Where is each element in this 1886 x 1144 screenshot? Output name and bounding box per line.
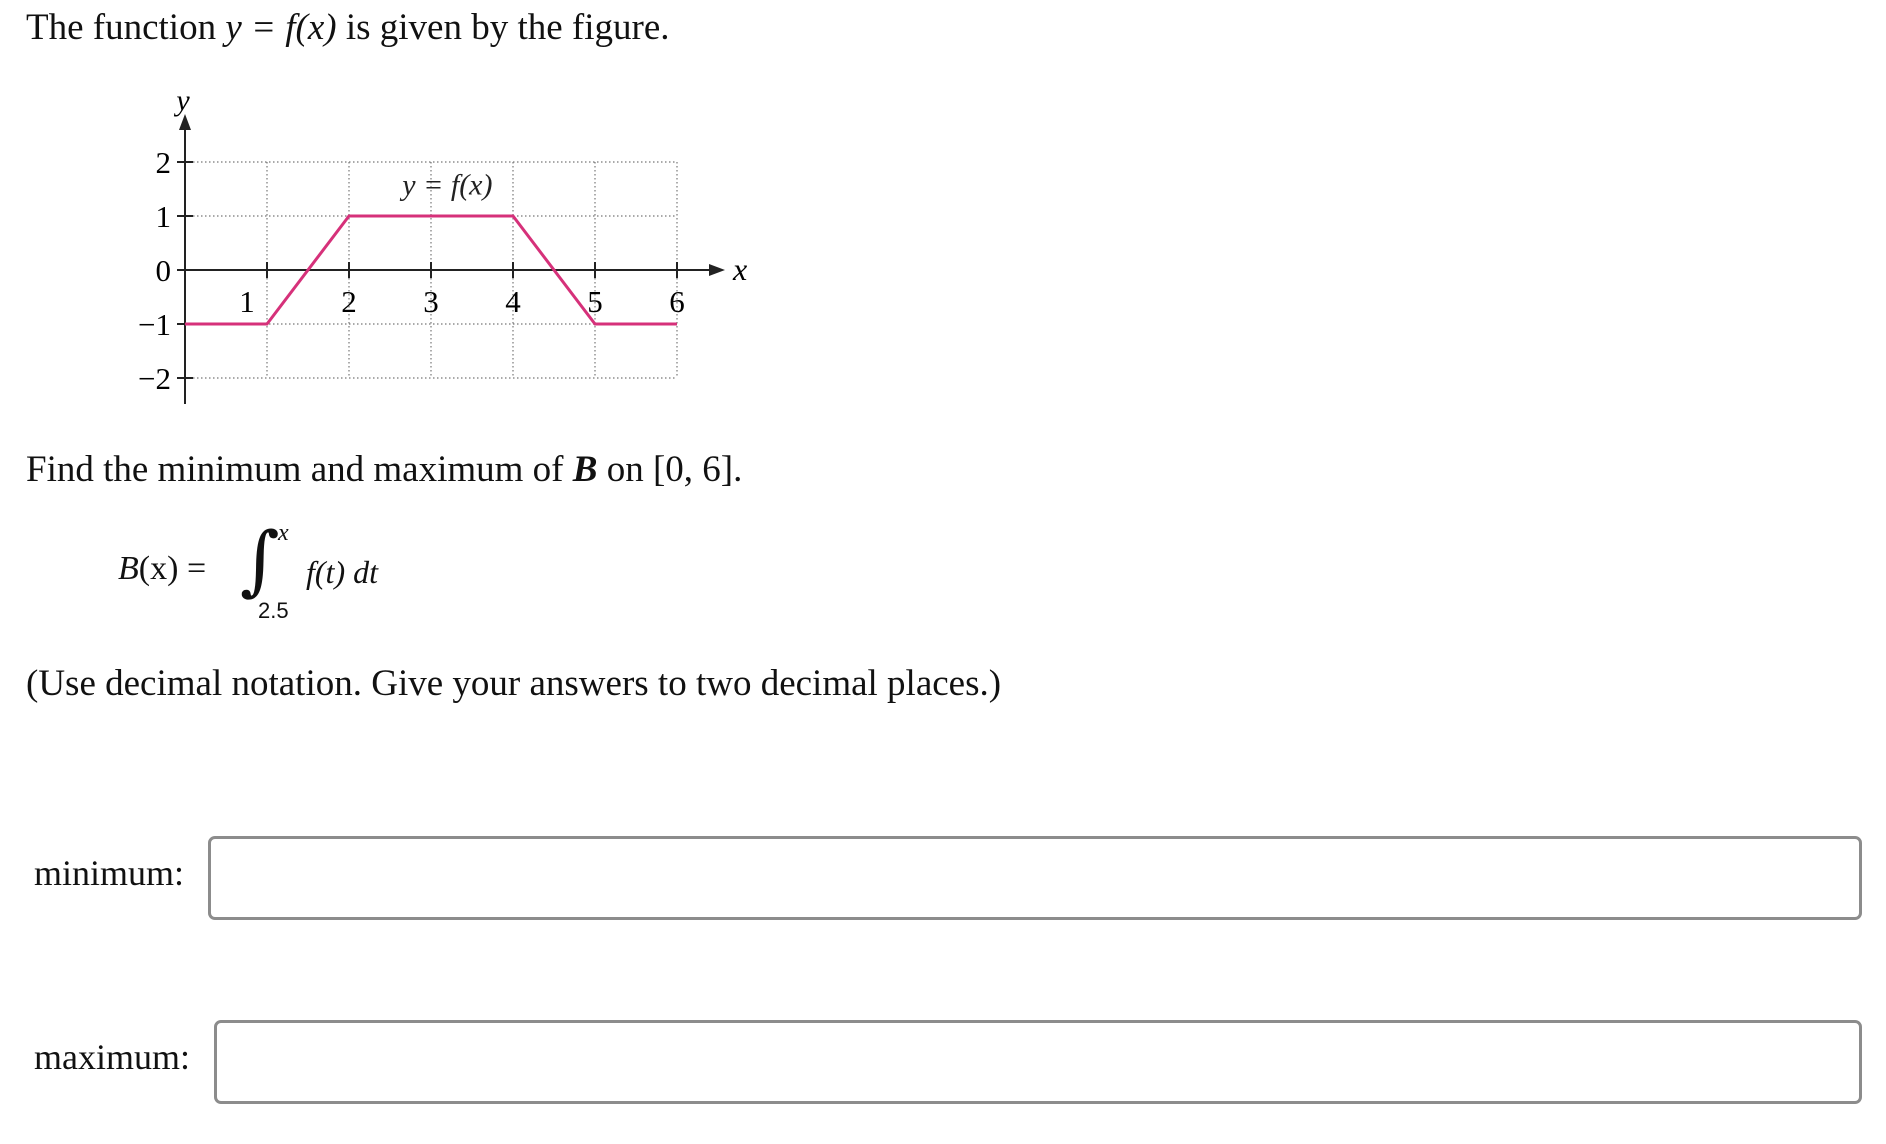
instruction-text: (Use decimal notation. Give your answers to two decimal places.) [26,663,1002,704]
integral-formula [118,515,438,630]
x-tick-label: 2 [341,284,357,319]
y-tick-label: −2 [138,361,171,396]
y-tick-label: 1 [155,199,171,234]
x-tick-label: 4 [505,284,521,319]
y-tick-label: −1 [138,307,171,342]
x-tick-label: 6 [669,284,685,319]
function-graph [0,80,760,420]
integral-sign: ∫ [240,515,280,604]
formula-function-name: B [118,550,139,587]
integral-lower-limit: 2.5 [258,598,289,623]
problem-intro [26,6,670,49]
question-text [26,448,742,491]
formula-equals: = [186,550,207,587]
y-axis-label: y [176,84,190,117]
intro-function-notation: y = f(x) [225,7,337,48]
intro-prefix: The function [26,7,217,48]
minimum-label: minimum: [34,853,185,893]
x-tick-label: 5 [587,284,603,319]
maximum-label: maximum: [34,1037,190,1077]
formula-argument: (x) [138,550,179,587]
integral-upper-limit: x [278,520,289,546]
question-prefix: Find the minimum and maximum of [26,449,564,490]
maximum-input[interactable] [214,1020,1862,1104]
x-tick-label: 1 [239,284,255,319]
intro-suffix: is given by the figure. [345,7,670,48]
y-tick-label: 2 [155,145,171,180]
x-tick-label: 3 [423,284,439,319]
question-variable: B [572,449,598,490]
question-suffix: on [0, 6]. [606,449,743,490]
x-axis-arrow [709,264,725,276]
minimum-input[interactable] [208,836,1862,920]
y-tick-label: 0 [155,253,171,288]
curve-label: y = f(x) [402,168,493,202]
integrand: f(t) dt [306,554,378,590]
x-axis-label: x [733,251,748,287]
formula-lhs [118,550,206,588]
